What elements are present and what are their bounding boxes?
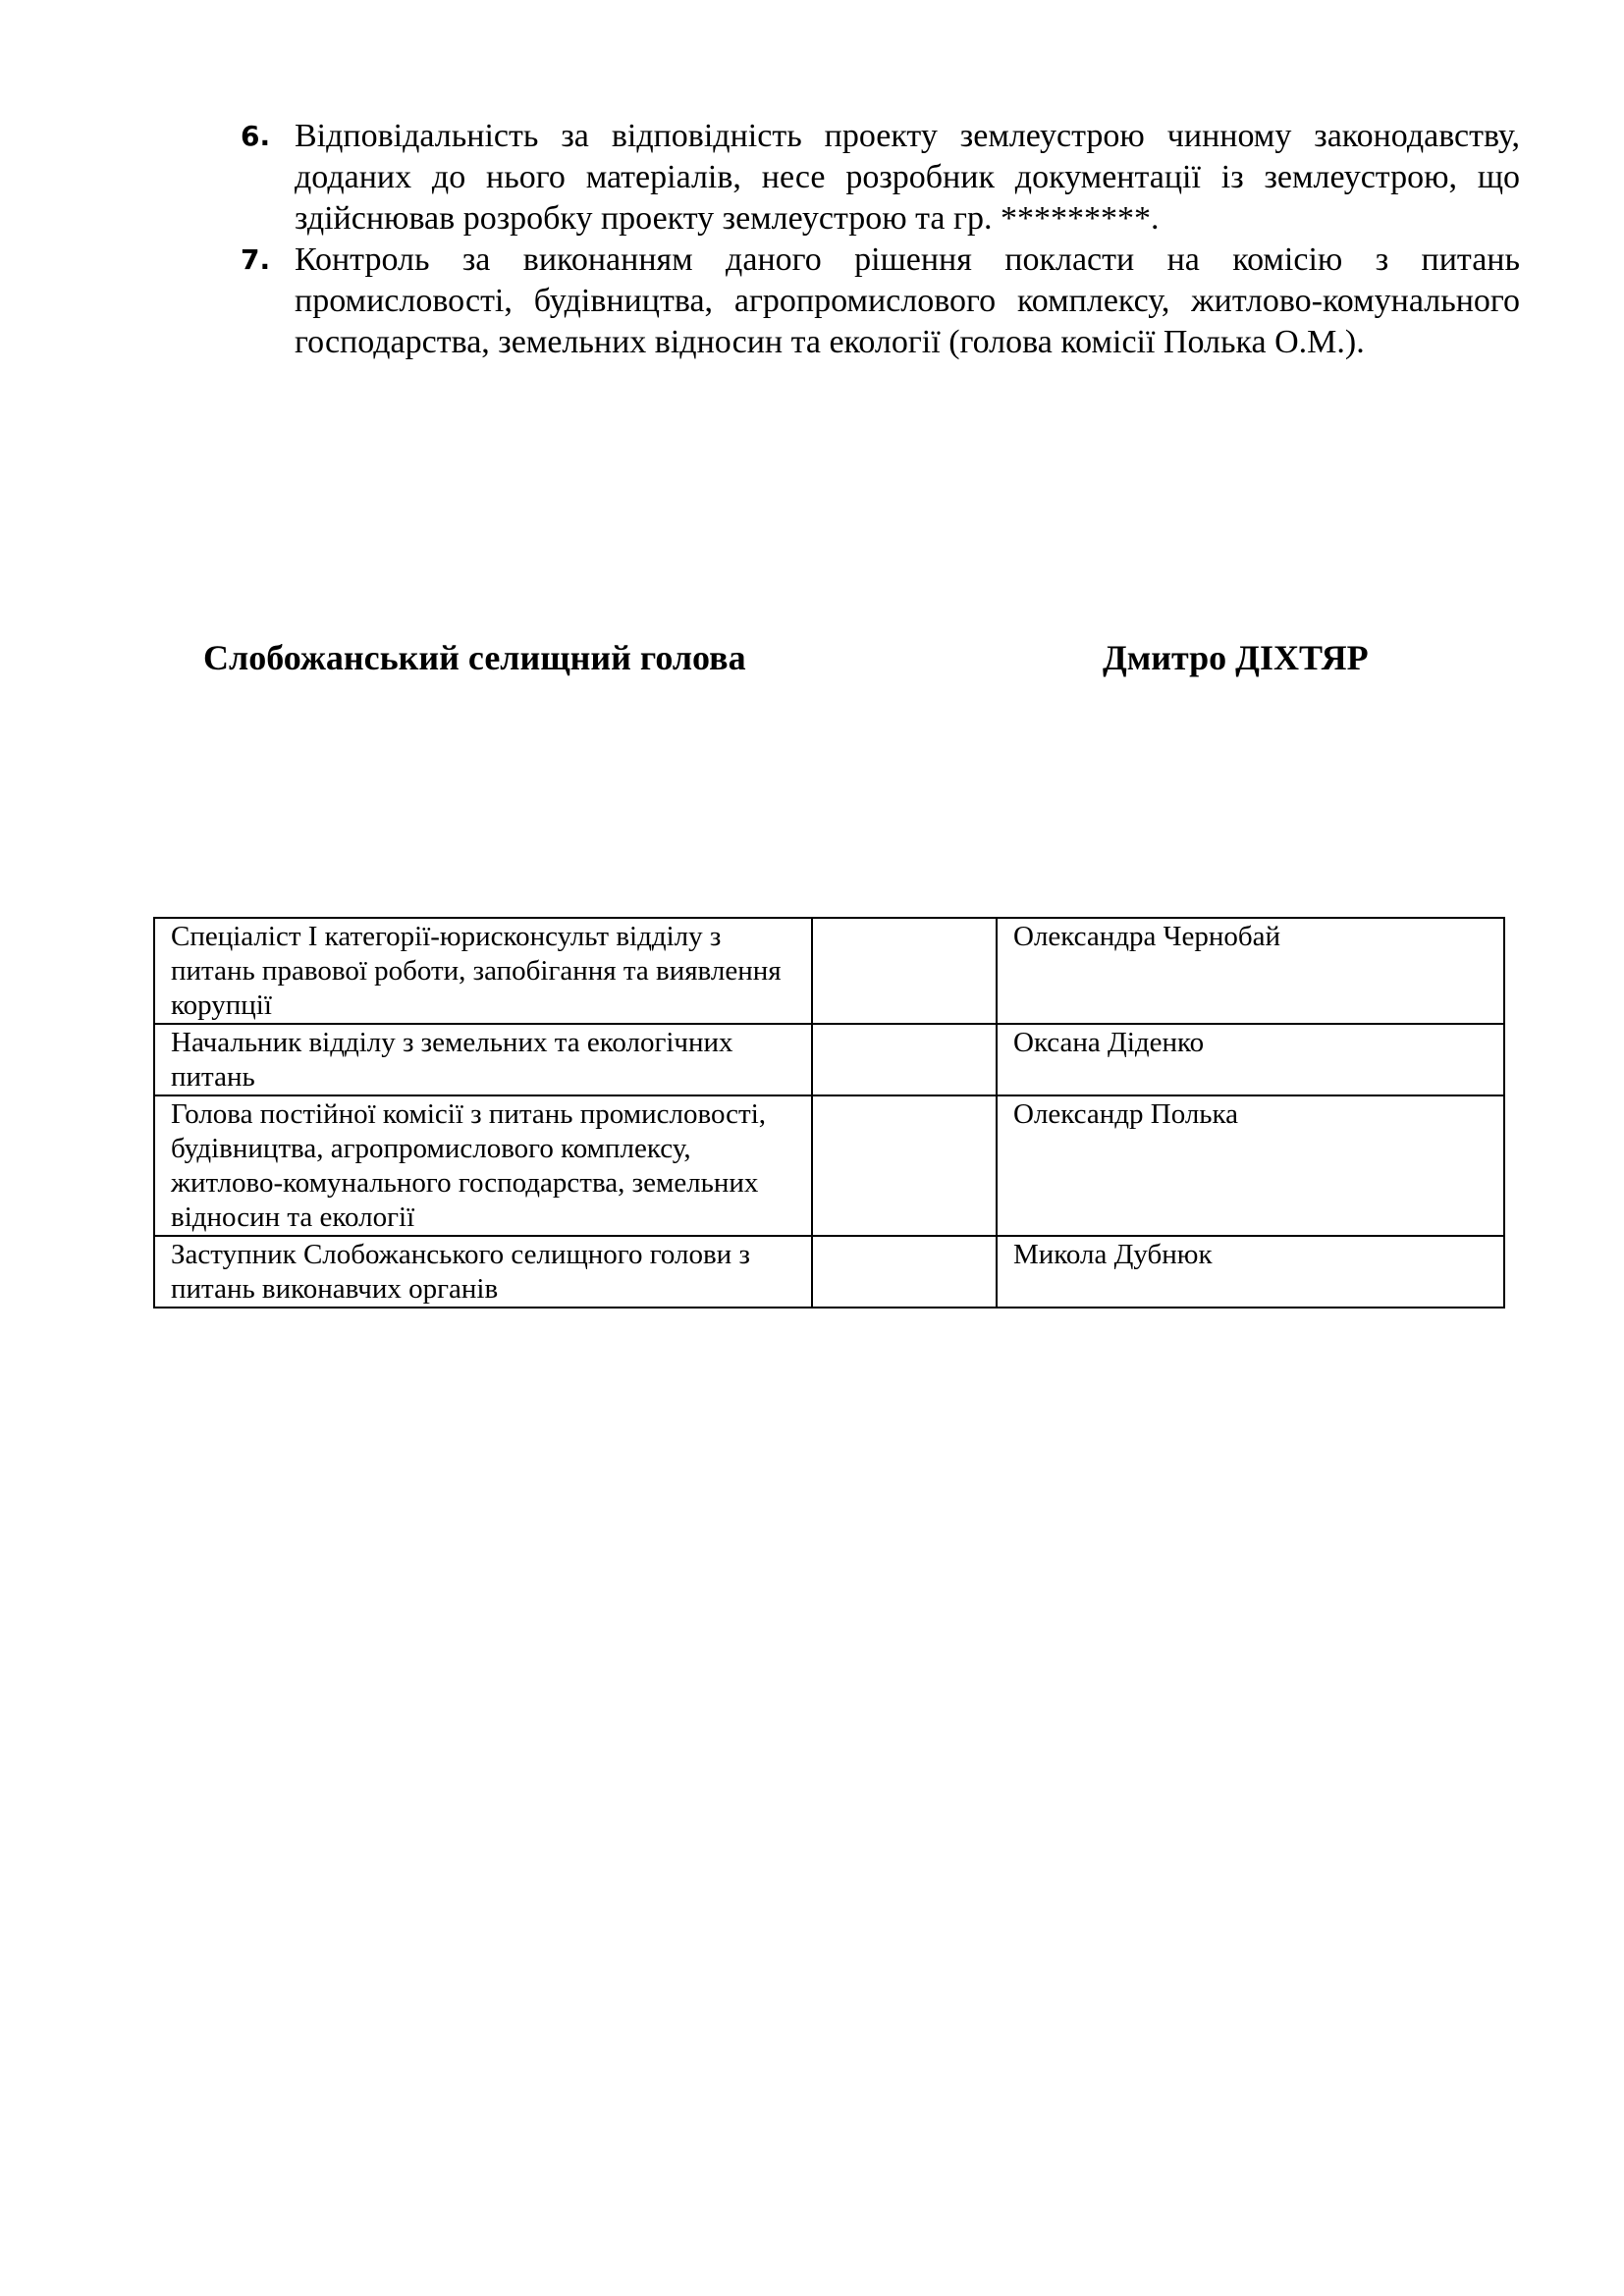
list-item — [236, 116, 1520, 240]
approver-name: Олександра Чернобай — [997, 918, 1504, 1024]
approver-signature — [812, 918, 997, 1024]
signatory-position: Слобожанський селищний голова — [203, 638, 746, 677]
approver-role: Начальник відділу з земельних та екологічних питань — [154, 1024, 812, 1095]
approver-signature — [812, 1095, 997, 1236]
table-row — [154, 1095, 1504, 1236]
item-text: Контроль за виконанням даного рішення покласти на комісію з питань промисловості, будівництва, агропромислового комплексу, житлово-комунального господарства, земельних відносин та екології (голова комісії Полька О.М.). — [295, 241, 1520, 360]
signatory-name: Дмитро ДІХТЯР — [1103, 638, 1369, 677]
approver-role: Голова постійної комісії з питань промисловості, будівництва, агропромислового комплексу, житлово-комунального господарства, земельних відносин та екології — [154, 1095, 812, 1236]
table-row — [154, 1024, 1504, 1095]
approver-signature — [812, 1024, 997, 1095]
approver-name: Олександр Полька — [997, 1095, 1504, 1236]
item-number: 6. — [241, 120, 271, 152]
approver-role: Заступник Слобожанського селищного голови з питань виконавчих органів — [154, 1236, 812, 1308]
approver-role: Спеціаліст І категорії-юрисконсульт відділу з питань правової роботи, запобігання та виявлення корупції — [154, 918, 812, 1024]
table-row — [154, 918, 1504, 1024]
decision-items-list — [236, 116, 1520, 363]
approvals-table — [153, 917, 1505, 1308]
table-row — [154, 1236, 1504, 1308]
approver-name: Микола Дубнюк — [997, 1236, 1504, 1308]
approver-name: Оксана Діденко — [997, 1024, 1504, 1095]
list-item — [236, 240, 1520, 363]
item-number: 7. — [241, 243, 271, 276]
item-text: Відповідальність за відповідність проекту землеустрою чинному законодавству, доданих до нього матеріалів, несе розробник документації із землеустрою, що здійснював розробку проекту землеустрою та гр. *********. — [295, 118, 1520, 237]
approver-signature — [812, 1236, 997, 1308]
